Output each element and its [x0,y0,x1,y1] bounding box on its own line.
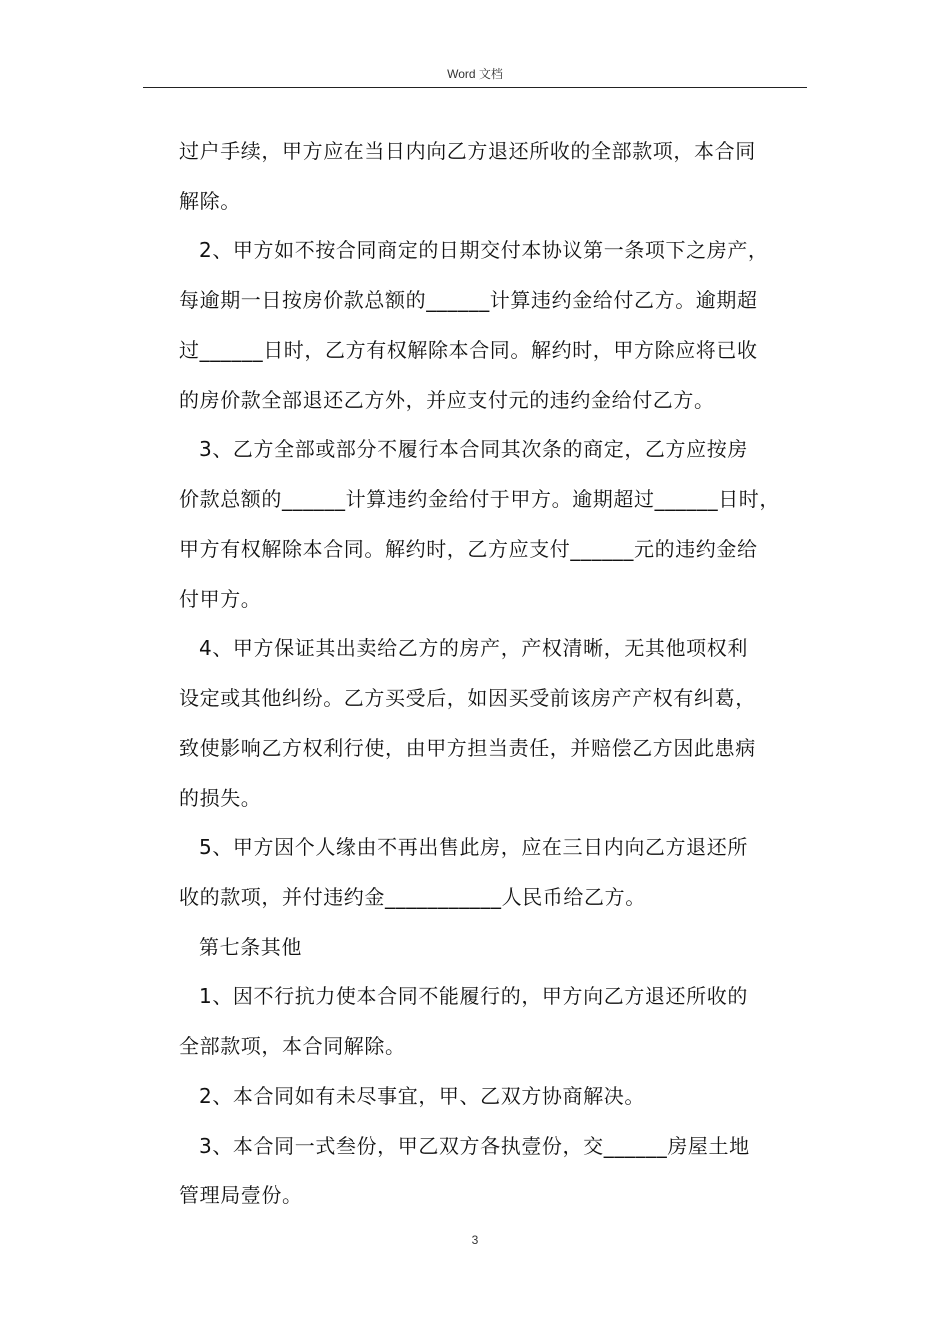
text-line: 的损失。 [179,786,262,810]
text-line: 的房价款全部退还乙方外，并应支付元的违约金给付乙方。 [179,388,715,412]
text-line: 2、甲方如不按合同商定的日期交付本协议第一条项下之房产， [199,238,769,262]
text-line: 付甲方。 [179,587,262,611]
text-line: 设定或其他纠纷。乙方买受后，如因买受前该房产产权有纠葛， [179,686,756,710]
text-line: 过户手续，甲方应在当日内向乙方退还所收的全部款项，本合同 [179,139,756,163]
text-line: 致使影响乙方权利行使，由甲方担当责任，并赔偿乙方因此患病 [179,736,756,760]
text-line: 3、本合同一式叁份，甲乙双方各执壹份，交______房屋土地 [199,1134,750,1158]
text-line: 收的款项，并付违约金___________人民币给乙方。 [179,885,646,909]
text-line: 解除。 [179,189,241,213]
text-line: 2、本合同如有未尽事宜，甲、乙双方协商解决。 [199,1084,645,1108]
section-heading: 第七条其他 [199,935,302,959]
page-number: 3 [471,1233,479,1247]
text-line: 3、乙方全部或部分不履行本合同其次条的商定，乙方应按房 [199,437,748,461]
header-rule [143,87,807,88]
page-header-title: Word 文档 [447,67,503,81]
text-line: 价款总额的______计算违约金给付于甲方。逾期超过______日时， [179,487,780,511]
text-line: 管理局壹份。 [179,1183,303,1207]
text-line: 4、甲方保证其出卖给乙方的房产，产权清晰，无其他项权利 [199,636,748,660]
text-line: 全部款项，本合同解除。 [179,1034,406,1058]
text-line: 5、甲方因个人缘由不再出售此房，应在三日内向乙方退还所 [199,835,748,859]
text-line: 1、因不行抗力使本合同不能履行的，甲方向乙方退还所收的 [199,984,748,1008]
text-line: 甲方有权解除本合同。解约时，乙方应支付______元的违约金给 [179,537,758,561]
text-line: 每逾期一日按房价款总额的______计算违约金给付乙方。逾期超 [179,288,758,312]
text-line: 过______日时，乙方有权解除本合同。解约时，甲方除应将已收 [179,338,758,362]
